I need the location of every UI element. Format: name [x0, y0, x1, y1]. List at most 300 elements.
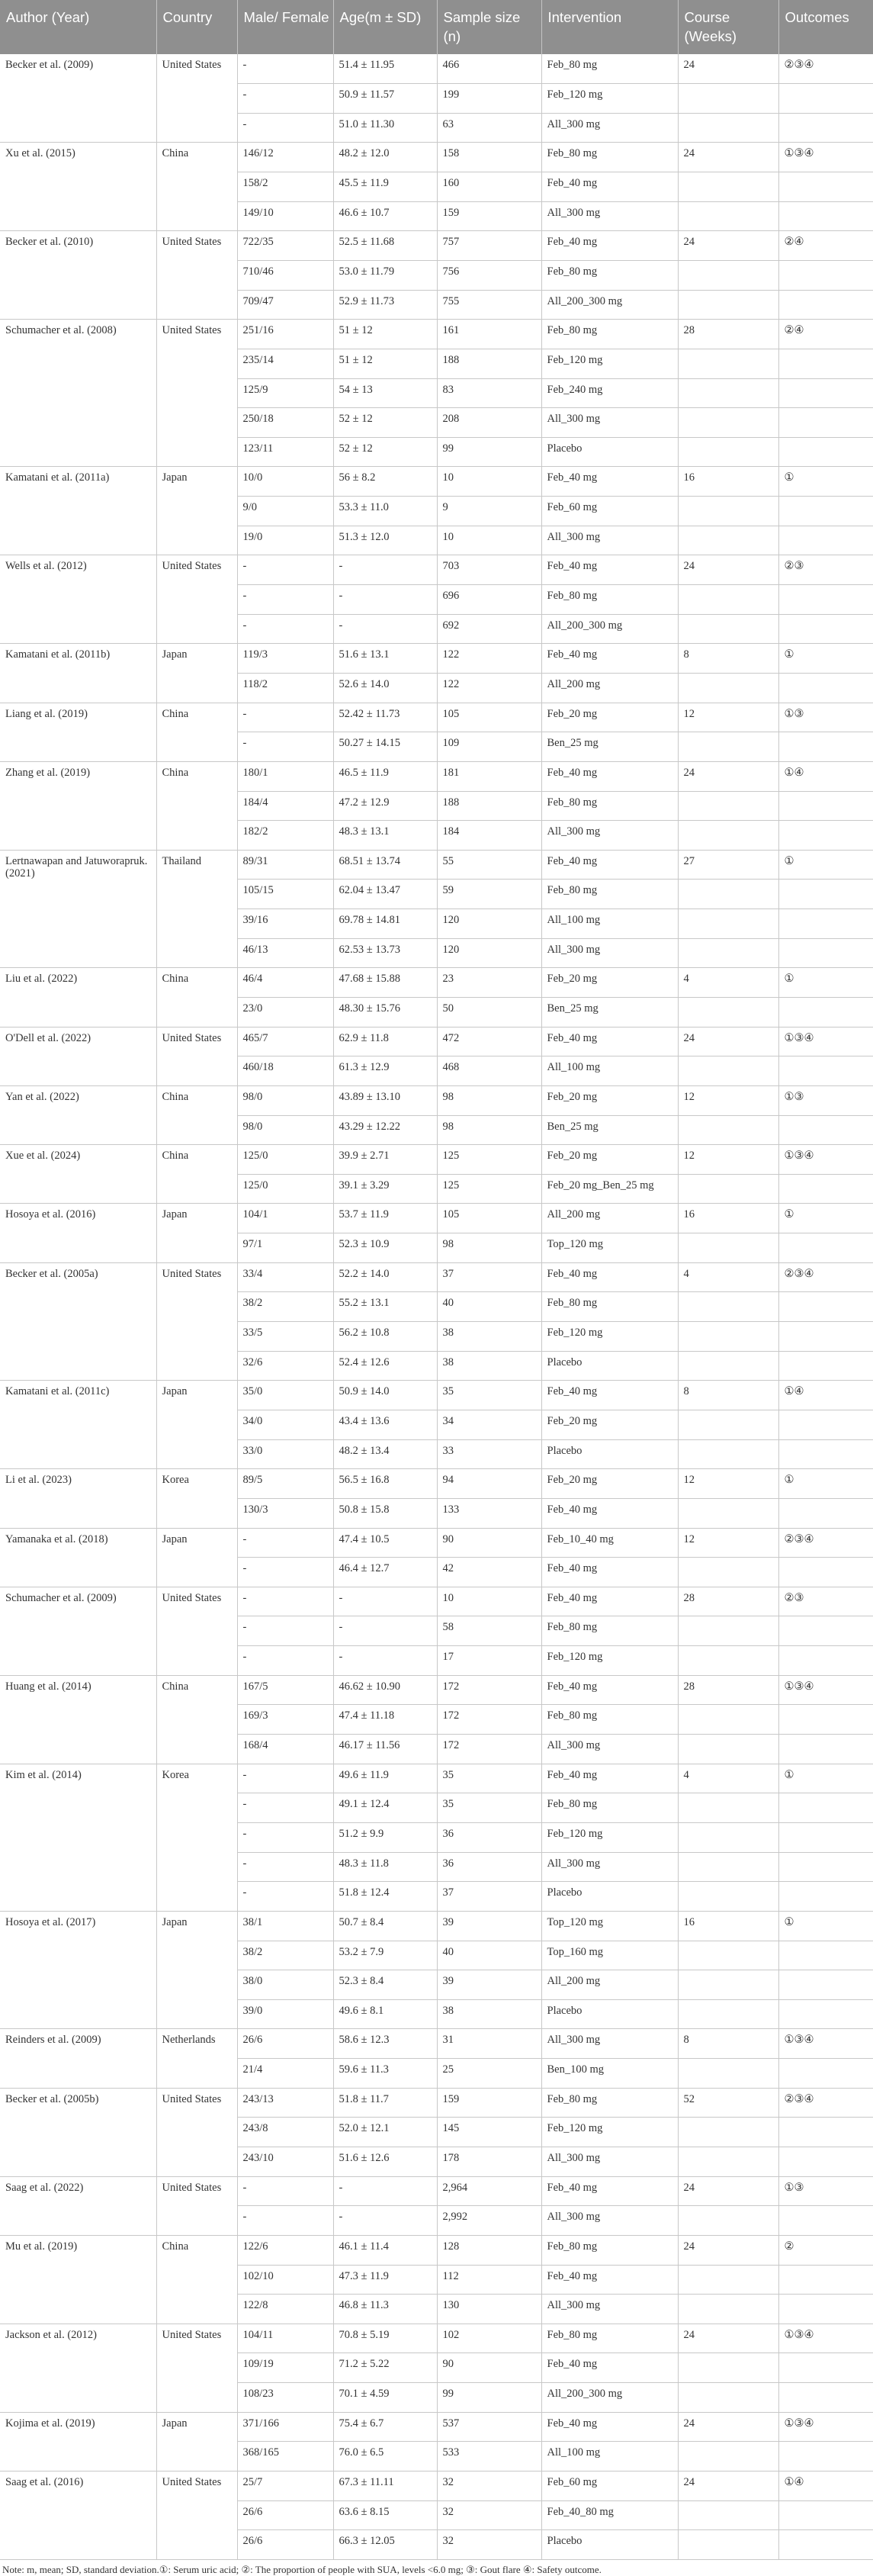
male-female-cell: 89/31 [237, 850, 333, 880]
outcomes-cell [778, 909, 873, 939]
sample-size-cell: 37 [437, 1882, 541, 1912]
outcomes-cell [778, 2353, 873, 2383]
male-female-cell: - [237, 1764, 333, 1793]
country-cell: Japan [156, 1381, 237, 1469]
age-cell: 48.30 ± 15.76 [333, 998, 437, 1028]
outcomes-cell [778, 938, 873, 968]
male-female-cell: - [237, 585, 333, 615]
intervention-cell: Feb_120 mg [541, 1322, 678, 1352]
outcomes-cell [778, 408, 873, 438]
outcomes-cell [778, 1322, 873, 1352]
table-row [0, 2088, 873, 2118]
column-header-intervention: Intervention [541, 0, 678, 54]
course-cell: 4 [678, 968, 778, 998]
outcomes-cell: ①③ [778, 2176, 873, 2206]
intervention-cell: All_300 mg [541, 938, 678, 968]
country-cell: Korea [156, 1469, 237, 1528]
course-cell [678, 585, 778, 615]
male-female-cell: - [237, 2176, 333, 2206]
outcomes-cell: ①④ [778, 761, 873, 791]
age-cell: 48.2 ± 12.0 [333, 143, 437, 172]
table-row [0, 1587, 873, 1616]
male-female-cell: 26/6 [237, 2029, 333, 2059]
intervention-cell: All_300 mg [541, 1852, 678, 1882]
outcomes-cell: ①③ [778, 1085, 873, 1115]
course-cell [678, 437, 778, 467]
male-female-cell: - [237, 614, 333, 644]
country-cell: Japan [156, 2412, 237, 2471]
country-cell: China [156, 1675, 237, 1764]
sample-size-cell: 35 [437, 1381, 541, 1410]
outcomes-cell: ①③④ [778, 2324, 873, 2353]
outcomes-cell [778, 673, 873, 703]
country-cell: United States [156, 320, 237, 467]
male-female-cell: 243/8 [237, 2118, 333, 2147]
country-cell: United States [156, 54, 237, 143]
outcomes-cell [778, 2265, 873, 2295]
author-cell: Hosoya et al. (2016) [0, 1204, 156, 1262]
sample-size-cell: 25 [437, 2059, 541, 2089]
sample-size-cell: 756 [437, 260, 541, 290]
outcomes-cell [778, 201, 873, 231]
sample-size-cell: 37 [437, 1262, 541, 1292]
male-female-cell: 167/5 [237, 1675, 333, 1705]
sample-size-cell: 23 [437, 968, 541, 998]
country-cell: United States [156, 1587, 237, 1675]
intervention-cell: Feb_40 mg [541, 1764, 678, 1793]
age-cell: - [333, 1587, 437, 1616]
sample-size-cell: 39 [437, 1970, 541, 2000]
country-cell: United States [156, 2176, 237, 2235]
author-cell: Li et al. (2023) [0, 1469, 156, 1528]
author-cell: Zhang et al. (2019) [0, 761, 156, 850]
sample-size-cell: 172 [437, 1735, 541, 1764]
column-header-outcomes: Outcomes [778, 0, 873, 54]
intervention-cell: Feb_40_80 mg [541, 2500, 678, 2530]
outcomes-cell [778, 1822, 873, 1852]
course-cell: 12 [678, 1145, 778, 1175]
age-cell: 62.04 ± 13.47 [333, 880, 437, 909]
course-cell: 8 [678, 1381, 778, 1410]
table-row [0, 231, 873, 261]
age-cell: 62.9 ± 11.8 [333, 1027, 437, 1056]
course-cell [678, 1498, 778, 1528]
sample-size-cell: 35 [437, 1764, 541, 1793]
course-cell: 24 [678, 761, 778, 791]
intervention-cell: Feb_120 mg [541, 2118, 678, 2147]
intervention-cell: Feb_80 mg [541, 2088, 678, 2118]
male-female-cell: 122/6 [237, 2235, 333, 2265]
course-cell [678, 1056, 778, 1086]
age-cell: 49.1 ± 12.4 [333, 1793, 437, 1823]
sample-size-cell: 472 [437, 1027, 541, 1056]
course-cell [678, 201, 778, 231]
intervention-cell: Feb_80 mg [541, 880, 678, 909]
sample-size-cell: 31 [437, 2029, 541, 2059]
male-female-cell: 250/18 [237, 408, 333, 438]
course-cell [678, 349, 778, 378]
age-cell: 51.8 ± 12.4 [333, 1882, 437, 1912]
male-female-cell: 123/11 [237, 437, 333, 467]
sample-size-cell: 120 [437, 938, 541, 968]
male-female-cell: 251/16 [237, 320, 333, 349]
intervention-cell: Feb_40 mg [541, 172, 678, 202]
sample-size-cell: 466 [437, 54, 541, 84]
course-cell: 12 [678, 1528, 778, 1558]
author-cell: Hosoya et al. (2017) [0, 1911, 156, 2029]
author-cell: Huang et al. (2014) [0, 1675, 156, 1764]
author-cell: Saag et al. (2016) [0, 2471, 156, 2560]
age-cell: 70.1 ± 4.59 [333, 2383, 437, 2413]
age-cell: 55.2 ± 13.1 [333, 1292, 437, 1322]
sample-size-cell: 533 [437, 2442, 541, 2471]
male-female-cell: 46/13 [237, 938, 333, 968]
sample-size-cell: 161 [437, 320, 541, 349]
table-row [0, 850, 873, 880]
age-cell: 53.2 ± 7.9 [333, 1941, 437, 1970]
outcomes-cell: ②③④ [778, 1528, 873, 1558]
male-female-cell: 125/9 [237, 378, 333, 408]
table-row [0, 761, 873, 791]
course-cell [678, 1115, 778, 1145]
male-female-cell: - [237, 113, 333, 143]
course-cell: 24 [678, 555, 778, 585]
intervention-cell: Feb_120 mg [541, 84, 678, 114]
sample-size-cell: 38 [437, 1351, 541, 1381]
outcomes-cell: ①③④ [778, 1027, 873, 1056]
table-row [0, 2324, 873, 2353]
male-female-cell: 23/0 [237, 998, 333, 1028]
author-cell: Becker et al. (2010) [0, 231, 156, 320]
age-cell: 52.9 ± 11.73 [333, 290, 437, 320]
sample-size-cell: 178 [437, 2147, 541, 2176]
male-female-cell: 710/46 [237, 260, 333, 290]
sample-size-cell: 9 [437, 497, 541, 526]
male-female-cell: - [237, 54, 333, 84]
male-female-cell: - [237, 1646, 333, 1676]
author-cell: Liang et al. (2019) [0, 703, 156, 761]
course-cell [678, 2206, 778, 2236]
age-cell: 51.2 ± 9.9 [333, 1822, 437, 1852]
intervention-cell: Feb_40 mg [541, 1587, 678, 1616]
outcomes-cell [778, 349, 873, 378]
sample-size-cell: 188 [437, 349, 541, 378]
sample-size-cell: 98 [437, 1115, 541, 1145]
table-row [0, 54, 873, 84]
male-female-cell: 130/3 [237, 1498, 333, 1528]
country-cell: Japan [156, 467, 237, 555]
intervention-cell: All_100 mg [541, 2442, 678, 2471]
intervention-cell: Feb_60 mg [541, 2471, 678, 2501]
table-row [0, 143, 873, 172]
intervention-cell: Feb_20 mg [541, 1410, 678, 1439]
country-cell: Korea [156, 1764, 237, 1911]
sample-size-cell: 692 [437, 614, 541, 644]
age-cell: 76.0 ± 6.5 [333, 2442, 437, 2471]
sample-size-cell: 32 [437, 2471, 541, 2501]
age-cell: 52.4 ± 12.6 [333, 1351, 437, 1381]
course-cell: 4 [678, 1764, 778, 1793]
course-cell: 12 [678, 1469, 778, 1499]
table-row [0, 2471, 873, 2501]
age-cell: - [333, 1646, 437, 1676]
age-cell: - [333, 555, 437, 585]
intervention-cell: Placebo [541, 1999, 678, 2029]
course-cell [678, 2265, 778, 2295]
sample-size-cell: 159 [437, 2088, 541, 2118]
outcomes-cell [778, 1852, 873, 1882]
sample-size-cell: 755 [437, 290, 541, 320]
author-cell: Becker et al. (2005b) [0, 2088, 156, 2176]
outcomes-cell: ① [778, 850, 873, 880]
course-cell [678, 1970, 778, 2000]
age-cell: 51.8 ± 11.7 [333, 2088, 437, 2118]
male-female-cell: 97/1 [237, 1233, 333, 1263]
country-cell: United States [156, 2324, 237, 2412]
course-cell [678, 938, 778, 968]
intervention-cell: Feb_80 mg [541, 260, 678, 290]
age-cell: 54 ± 13 [333, 378, 437, 408]
male-female-cell: - [237, 1852, 333, 1882]
course-cell: 52 [678, 2088, 778, 2118]
age-cell: 62.53 ± 13.73 [333, 938, 437, 968]
intervention-cell: Feb_40 mg [541, 1558, 678, 1587]
intervention-cell: Feb_40 mg [541, 1262, 678, 1292]
table-row [0, 2235, 873, 2265]
sample-size-cell: 757 [437, 231, 541, 261]
age-cell: 46.6 ± 10.7 [333, 201, 437, 231]
age-cell: 47.68 ± 15.88 [333, 968, 437, 998]
outcomes-cell [778, 1882, 873, 1912]
age-cell: 66.3 ± 12.05 [333, 2530, 437, 2560]
outcomes-cell [778, 1233, 873, 1263]
intervention-cell: Feb_40 mg [541, 850, 678, 880]
table-row [0, 1085, 873, 1115]
sample-size-cell: 105 [437, 703, 541, 732]
course-cell [678, 290, 778, 320]
course-cell [678, 1558, 778, 1587]
age-cell: 47.4 ± 10.5 [333, 1528, 437, 1558]
sample-size-cell: 99 [437, 437, 541, 467]
sample-size-cell: 83 [437, 378, 541, 408]
male-female-cell: 33/5 [237, 1322, 333, 1352]
male-female-cell: 119/3 [237, 644, 333, 674]
sample-size-cell: 172 [437, 1705, 541, 1735]
sample-size-cell: 35 [437, 1793, 541, 1823]
intervention-cell: All_300 mg [541, 1735, 678, 1764]
outcomes-cell [778, 113, 873, 143]
age-cell: - [333, 2176, 437, 2206]
intervention-cell: Top_160 mg [541, 1941, 678, 1970]
intervention-cell: Feb_80 mg [541, 1793, 678, 1823]
sample-size-cell: 181 [437, 761, 541, 791]
male-female-cell: 34/0 [237, 1410, 333, 1439]
outcomes-cell [778, 378, 873, 408]
intervention-cell: Feb_20 mg_Ben_25 mg [541, 1174, 678, 1204]
intervention-cell: Feb_120 mg [541, 1822, 678, 1852]
intervention-cell: Feb_80 mg [541, 585, 678, 615]
age-cell: 50.9 ± 11.57 [333, 84, 437, 114]
intervention-cell: Feb_40 mg [541, 644, 678, 674]
age-cell: 51.6 ± 13.1 [333, 644, 437, 674]
male-female-cell: - [237, 1793, 333, 1823]
male-female-cell: 168/4 [237, 1735, 333, 1764]
course-cell [678, 1705, 778, 1735]
outcomes-cell [778, 1056, 873, 1086]
outcomes-cell [778, 2059, 873, 2089]
intervention-cell: Ben_100 mg [541, 2059, 678, 2089]
age-cell: 51.6 ± 12.6 [333, 2147, 437, 2176]
course-cell: 24 [678, 54, 778, 84]
age-cell: 67.3 ± 11.11 [333, 2471, 437, 2501]
age-cell: 47.2 ± 12.9 [333, 791, 437, 821]
course-cell [678, 1646, 778, 1676]
column-header-course: Course (Weeks) [678, 0, 778, 54]
sample-size-cell: 39 [437, 1911, 541, 1941]
sample-size-cell: 122 [437, 673, 541, 703]
age-cell: 43.89 ± 13.10 [333, 1085, 437, 1115]
sample-size-cell: 133 [437, 1498, 541, 1528]
intervention-cell: All_300 mg [541, 821, 678, 851]
course-cell [678, 2530, 778, 2560]
male-female-cell: - [237, 1558, 333, 1587]
outcomes-cell: ① [778, 644, 873, 674]
course-cell [678, 84, 778, 114]
course-cell: 16 [678, 1204, 778, 1233]
author-cell: Kamatani et al. (2011a) [0, 467, 156, 555]
intervention-cell: Feb_40 mg [541, 1381, 678, 1410]
author-cell: Yan et al. (2022) [0, 1085, 156, 1144]
outcomes-cell: ②③④ [778, 2088, 873, 2118]
country-cell: Netherlands [156, 2029, 237, 2088]
outcomes-cell [778, 1646, 873, 1676]
male-female-cell: 465/7 [237, 1027, 333, 1056]
course-cell [678, 880, 778, 909]
table-row [0, 968, 873, 998]
outcomes-cell: ②④ [778, 231, 873, 261]
intervention-cell: Placebo [541, 1351, 678, 1381]
sample-size-cell: 105 [437, 1204, 541, 1233]
intervention-cell: All_200 mg [541, 673, 678, 703]
male-female-cell: 368/165 [237, 2442, 333, 2471]
sample-size-cell: 10 [437, 1587, 541, 1616]
course-cell [678, 2147, 778, 2176]
sample-size-cell: 59 [437, 880, 541, 909]
course-cell: 24 [678, 2324, 778, 2353]
age-cell: 50.9 ± 14.0 [333, 1381, 437, 1410]
sample-size-cell: 102 [437, 2324, 541, 2353]
sample-size-cell: 17 [437, 1646, 541, 1676]
male-female-cell: 182/2 [237, 821, 333, 851]
age-cell: 43.29 ± 12.22 [333, 1115, 437, 1145]
course-cell: 24 [678, 143, 778, 172]
age-cell: - [333, 1616, 437, 1646]
sample-size-cell: 40 [437, 1292, 541, 1322]
age-cell: 46.5 ± 11.9 [333, 761, 437, 791]
outcomes-cell: ②④ [778, 320, 873, 349]
table-row [0, 1262, 873, 1292]
age-cell: 52.42 ± 11.73 [333, 703, 437, 732]
intervention-cell: Feb_240 mg [541, 378, 678, 408]
intervention-cell: All_100 mg [541, 909, 678, 939]
sample-size-cell: 10 [437, 467, 541, 497]
intervention-cell: Feb_40 mg [541, 467, 678, 497]
course-cell [678, 1233, 778, 1263]
sample-size-cell: 2,964 [437, 2176, 541, 2206]
course-cell: 27 [678, 850, 778, 880]
course-cell [678, 1941, 778, 1970]
country-cell: United States [156, 1262, 237, 1381]
course-cell [678, 1616, 778, 1646]
outcomes-cell [778, 172, 873, 202]
age-cell: 39.9 ± 2.71 [333, 1145, 437, 1175]
course-cell: 28 [678, 1675, 778, 1705]
age-cell: 46.1 ± 11.4 [333, 2235, 437, 2265]
intervention-cell: All_200_300 mg [541, 2383, 678, 2413]
male-female-cell: 460/18 [237, 1056, 333, 1086]
author-cell: Kamatani et al. (2011b) [0, 644, 156, 703]
intervention-cell: All_200_300 mg [541, 614, 678, 644]
male-female-cell: - [237, 1822, 333, 1852]
age-cell: 63.6 ± 8.15 [333, 2500, 437, 2530]
sample-size-cell: 99 [437, 2383, 541, 2413]
male-female-cell: 26/6 [237, 2500, 333, 2530]
table-row [0, 1911, 873, 1941]
age-cell: 52.5 ± 11.68 [333, 231, 437, 261]
country-cell: Thailand [156, 850, 237, 968]
sample-size-cell: 159 [437, 201, 541, 231]
intervention-cell: All_300 mg [541, 2147, 678, 2176]
outcomes-cell: ① [778, 1469, 873, 1499]
author-cell: Reinders et al. (2009) [0, 2029, 156, 2088]
age-cell: 51 ± 12 [333, 320, 437, 349]
male-female-cell: 184/4 [237, 791, 333, 821]
outcomes-cell: ② [778, 2235, 873, 2265]
intervention-cell: All_200 mg [541, 1970, 678, 2000]
author-cell: Kojima et al. (2019) [0, 2412, 156, 2471]
author-cell: Xue et al. (2024) [0, 1145, 156, 1204]
sample-size-cell: 90 [437, 1528, 541, 1558]
course-cell: 8 [678, 644, 778, 674]
course-cell [678, 378, 778, 408]
course-cell: 24 [678, 2235, 778, 2265]
outcomes-cell [778, 1410, 873, 1439]
table-header [0, 0, 873, 54]
course-cell [678, 1410, 778, 1439]
sample-size-cell: 112 [437, 2265, 541, 2295]
country-cell: United States [156, 231, 237, 320]
outcomes-cell [778, 2530, 873, 2560]
author-cell: Mu et al. (2019) [0, 2235, 156, 2324]
course-cell [678, 821, 778, 851]
male-female-cell: 10/0 [237, 467, 333, 497]
sample-size-cell: 38 [437, 1322, 541, 1352]
outcomes-cell [778, 1292, 873, 1322]
intervention-cell: Top_120 mg [541, 1911, 678, 1941]
sample-size-cell: 94 [437, 1469, 541, 1499]
sample-size-cell: 34 [437, 1410, 541, 1439]
sample-size-cell: 109 [437, 732, 541, 762]
course-cell [678, 1439, 778, 1469]
outcomes-cell [778, 1498, 873, 1528]
outcomes-cell: ②③ [778, 1587, 873, 1616]
age-cell: 52.6 ± 14.0 [333, 673, 437, 703]
age-cell: 48.2 ± 13.4 [333, 1439, 437, 1469]
course-cell [678, 408, 778, 438]
sample-size-cell: 32 [437, 2530, 541, 2560]
age-cell: 56.2 ± 10.8 [333, 1322, 437, 1352]
outcomes-cell [778, 1115, 873, 1145]
